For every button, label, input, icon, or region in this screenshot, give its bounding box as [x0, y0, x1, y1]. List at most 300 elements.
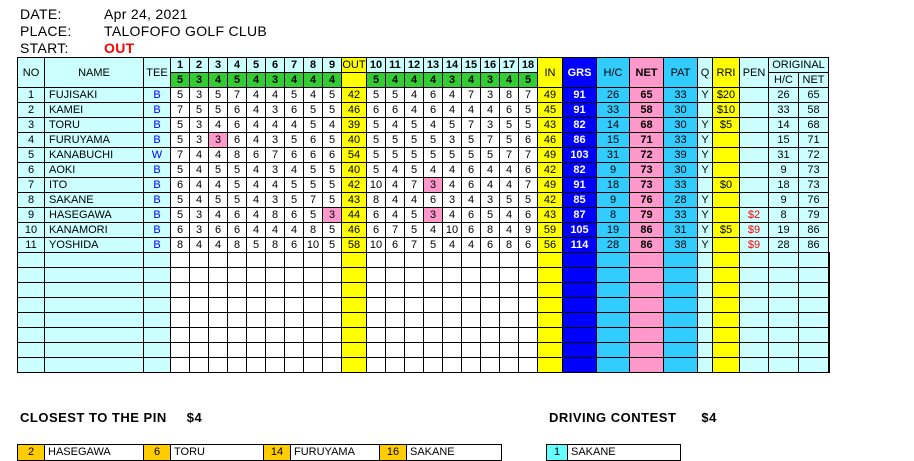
out-total: 54 — [342, 148, 367, 163]
hole-score: 8 — [266, 208, 285, 223]
qualifier — [698, 178, 713, 193]
hole-score: 5 — [190, 103, 209, 118]
empty-cell — [769, 343, 799, 358]
empty-row — [18, 358, 830, 373]
empty-cell — [367, 268, 386, 283]
original-hc: 14 — [769, 118, 799, 133]
closest-winner-box — [379, 444, 502, 461]
empty-cell — [519, 343, 538, 358]
handicap: 31 — [597, 148, 630, 163]
net-score: 86 — [630, 238, 664, 253]
handicap: 14 — [597, 118, 630, 133]
player-no: 3 — [18, 118, 45, 133]
empty-cell — [597, 313, 630, 328]
empty-cell — [799, 328, 829, 343]
empty-cell — [209, 328, 228, 343]
hole-score: 4 — [386, 178, 405, 193]
hole-score: 4 — [285, 118, 304, 133]
empty-cell — [769, 283, 799, 298]
header-cell: PAT — [664, 58, 698, 88]
empty-cell — [18, 298, 45, 313]
gross-score: 85 — [563, 193, 597, 208]
empty-cell — [367, 253, 386, 268]
hole-score: 6 — [519, 238, 538, 253]
hole-score: 7 — [519, 148, 538, 163]
empty-cell — [630, 358, 664, 373]
hole-score: 7 — [405, 238, 424, 253]
hole-score: 4 — [323, 118, 342, 133]
hole-score: 5 — [481, 208, 500, 223]
empty-cell — [597, 328, 630, 343]
hole-score: 5 — [386, 88, 405, 103]
empty-cell — [304, 313, 323, 328]
hole-score: 7 — [386, 223, 405, 238]
hole-score: 6 — [171, 223, 190, 238]
original-hc: 15 — [769, 133, 799, 148]
hole-score: 6 — [519, 208, 538, 223]
empty-cell — [481, 358, 500, 373]
net-score: 73 — [630, 178, 664, 193]
hole-score: 4 — [266, 178, 285, 193]
player-no: 10 — [18, 223, 45, 238]
hole-number: 2 — [18, 445, 45, 460]
hole-score: 5 — [247, 238, 266, 253]
table-row — [18, 148, 830, 163]
header-cell: 4 — [228, 58, 247, 73]
qualifier: Y — [698, 223, 713, 238]
hole-score: 4 — [190, 148, 209, 163]
original-net: 86 — [799, 238, 829, 253]
header-cell: 14 — [443, 58, 462, 73]
hole-score: 6 — [304, 133, 323, 148]
empty-cell — [45, 328, 144, 343]
empty-cell — [481, 253, 500, 268]
hole-score: 5 — [285, 193, 304, 208]
hole-score: 6 — [424, 103, 443, 118]
hole-score: 4 — [209, 238, 228, 253]
hole-score: 4 — [500, 223, 519, 238]
hole-score: 7 — [304, 193, 323, 208]
hole-score: 5 — [209, 193, 228, 208]
empty-cell — [630, 343, 664, 358]
player-name: KANABUCHI — [45, 148, 144, 163]
hole-score: 5 — [386, 133, 405, 148]
original-hc-header: H/C — [769, 73, 799, 88]
player-no: 11 — [18, 238, 45, 253]
empty-cell — [285, 298, 304, 313]
handicap: 18 — [597, 178, 630, 193]
empty-cell — [171, 343, 190, 358]
empty-cell — [740, 358, 769, 373]
rri-amount — [713, 163, 740, 178]
empty-cell — [304, 268, 323, 283]
par-cell: 4 — [247, 73, 266, 88]
empty-cell — [144, 253, 171, 268]
empty-cell — [799, 313, 829, 328]
hole-score: 4 — [424, 163, 443, 178]
empty-cell — [323, 283, 342, 298]
empty-cell — [630, 298, 664, 313]
out-total: 46 — [342, 103, 367, 118]
empty-cell — [171, 253, 190, 268]
date-line — [20, 6, 188, 22]
empty-cell — [386, 253, 405, 268]
player-tee: W — [144, 148, 171, 163]
closest-to-pin-heading — [20, 410, 202, 425]
empty-cell — [630, 253, 664, 268]
empty-cell — [538, 268, 563, 283]
empty-cell — [462, 343, 481, 358]
empty-cell — [769, 313, 799, 328]
net-score: 86 — [630, 223, 664, 238]
empty-cell — [630, 268, 664, 283]
hole-score: 4 — [443, 103, 462, 118]
hole-score: 3 — [190, 223, 209, 238]
hole-score: 5 — [405, 223, 424, 238]
hole-score: 4 — [247, 223, 266, 238]
in-total: 42 — [538, 193, 563, 208]
empty-cell — [405, 283, 424, 298]
hole-score: 6 — [285, 208, 304, 223]
driving-prize: $4 — [701, 410, 717, 425]
hole-score: 4 — [462, 193, 481, 208]
player-name: SAKANE — [45, 193, 144, 208]
in-total: 59 — [538, 223, 563, 238]
empty-cell — [799, 268, 829, 283]
hole-score: 3 — [266, 193, 285, 208]
original-net-header: NET — [799, 73, 829, 88]
empty-cell — [829, 328, 830, 343]
hole-score: 4 — [424, 223, 443, 238]
header-cell-original: ORIGINAL — [769, 58, 829, 73]
hole-score: 5 — [424, 148, 443, 163]
scorecard-table — [17, 57, 830, 373]
empty-cell — [538, 283, 563, 298]
empty-cell — [563, 253, 597, 268]
out-total: 42 — [342, 178, 367, 193]
empty-cell — [18, 268, 45, 283]
empty-cell — [424, 283, 443, 298]
empty-cell — [45, 268, 144, 283]
par-cell: 5 — [228, 73, 247, 88]
gross-score: 86 — [563, 133, 597, 148]
par-cell: 3 — [190, 73, 209, 88]
hole-score: 5 — [323, 193, 342, 208]
hole-score: 5 — [323, 178, 342, 193]
empty-row — [18, 313, 830, 328]
empty-cell — [799, 283, 829, 298]
qualifier: Y — [698, 133, 713, 148]
qualifier: Y — [698, 88, 713, 103]
empty-cell — [519, 268, 538, 283]
original-net: 58 — [799, 103, 829, 118]
player-name: HASEGAWA — [45, 208, 144, 223]
header-cell: 10 — [367, 58, 386, 73]
empty-cell — [630, 283, 664, 298]
empty-cell — [664, 328, 698, 343]
empty-cell — [713, 268, 740, 283]
empty-cell — [597, 253, 630, 268]
hole-score: 5 — [304, 208, 323, 223]
empty-cell — [538, 358, 563, 373]
hole-score: 4 — [500, 163, 519, 178]
winner-name: HASEGAWA — [45, 445, 111, 460]
hole-score: 3 — [190, 208, 209, 223]
hole-score: 3 — [424, 178, 443, 193]
gross-score: 105 — [563, 223, 597, 238]
player-no: 5 — [18, 148, 45, 163]
hole-score: 6 — [519, 133, 538, 148]
header-cell: 9 — [323, 58, 342, 73]
empty-cell — [171, 268, 190, 283]
hole-score: 4 — [190, 178, 209, 193]
handicap: 26 — [597, 88, 630, 103]
gross-score: 82 — [563, 118, 597, 133]
hole-score: 5 — [171, 118, 190, 133]
empty-cell — [342, 313, 367, 328]
hole-score: 5 — [209, 88, 228, 103]
rri-amount — [713, 133, 740, 148]
empty-cell — [304, 328, 323, 343]
hole-score: 5 — [285, 88, 304, 103]
hole-score: 7 — [405, 178, 424, 193]
empty-cell — [740, 328, 769, 343]
empty-cell — [698, 268, 713, 283]
hole-score: 7 — [462, 118, 481, 133]
hole-score: 6 — [247, 148, 266, 163]
hole-score: 4 — [247, 133, 266, 148]
hole-score: 4 — [462, 238, 481, 253]
table-row — [18, 133, 830, 148]
hole-score: 6 — [386, 103, 405, 118]
empty-cell — [144, 298, 171, 313]
player-tee: B — [144, 118, 171, 133]
hole-score: 5 — [228, 193, 247, 208]
hole-score: 10 — [304, 238, 323, 253]
empty-cell — [664, 358, 698, 373]
par-cell: 3 — [481, 73, 500, 88]
empty-cell — [698, 298, 713, 313]
empty-cell — [367, 283, 386, 298]
empty-cell — [386, 283, 405, 298]
hole-score: 6 — [228, 103, 247, 118]
net-score: 76 — [630, 193, 664, 208]
empty-cell — [500, 358, 519, 373]
hole-score: 5 — [424, 133, 443, 148]
empty-cell — [144, 343, 171, 358]
empty-cell — [829, 313, 830, 328]
empty-row — [18, 268, 830, 283]
empty-cell — [538, 343, 563, 358]
empty-cell — [285, 358, 304, 373]
empty-cell — [563, 268, 597, 283]
place-label: PLACE: — [20, 23, 72, 39]
empty-cell — [367, 343, 386, 358]
empty-cell — [342, 343, 367, 358]
empty-cell — [630, 313, 664, 328]
empty-cell — [597, 343, 630, 358]
empty-cell — [247, 283, 266, 298]
header-cell: Q — [698, 58, 713, 88]
driving-label: DRIVING CONTEST — [549, 410, 677, 425]
rri-amount — [713, 238, 740, 253]
hole-score: 3 — [481, 88, 500, 103]
empty-cell — [367, 328, 386, 343]
empty-cell — [405, 268, 424, 283]
closest-winner-box — [143, 444, 265, 461]
empty-cell — [538, 328, 563, 343]
empty-cell — [424, 358, 443, 373]
empty-cell — [45, 358, 144, 373]
hole-score: 5 — [367, 133, 386, 148]
original-net: 79 — [799, 208, 829, 223]
closest-label: CLOSEST TO THE PIN — [20, 410, 167, 425]
rri-amount: $5 — [713, 223, 740, 238]
date-value: Apr 24, 2021 — [104, 6, 188, 22]
empty-cell — [18, 358, 45, 373]
header-cell: GRS — [563, 58, 597, 88]
empty-cell — [664, 253, 698, 268]
hole-score: 4 — [285, 223, 304, 238]
empty-cell — [538, 298, 563, 313]
hole-score: 4 — [386, 208, 405, 223]
header-cell: IN — [538, 58, 563, 88]
hole-score: 5 — [171, 133, 190, 148]
hole-score: 5 — [424, 238, 443, 253]
place-line — [20, 23, 267, 39]
empty-cell — [462, 268, 481, 283]
player-tee: B — [144, 208, 171, 223]
player-name: FURUYAMA — [45, 133, 144, 148]
empty-cell — [209, 343, 228, 358]
empty-cell — [713, 313, 740, 328]
hole-score: 4 — [443, 238, 462, 253]
player-name: AOKI — [45, 163, 144, 178]
empty-cell — [462, 298, 481, 313]
empty-cell — [247, 343, 266, 358]
hole-score: 3 — [424, 208, 443, 223]
hole-score: 7 — [519, 88, 538, 103]
empty-cell — [386, 268, 405, 283]
par-cell: 5 — [367, 73, 386, 88]
empty-cell — [247, 328, 266, 343]
empty-cell — [538, 253, 563, 268]
empty-cell — [285, 283, 304, 298]
hole-score: 7 — [462, 88, 481, 103]
player-tee: B — [144, 193, 171, 208]
empty-cell — [443, 283, 462, 298]
empty-cell — [769, 253, 799, 268]
penalty — [740, 103, 769, 118]
hole-score: 5 — [405, 163, 424, 178]
empty-cell — [266, 253, 285, 268]
putts: 30 — [664, 118, 698, 133]
empty-row — [18, 283, 830, 298]
rri-amount — [713, 148, 740, 163]
hole-score: 8 — [266, 238, 285, 253]
empty-cell — [45, 253, 144, 268]
empty-cell — [443, 328, 462, 343]
empty-cell — [519, 328, 538, 343]
closest-winner-box — [17, 444, 145, 461]
gross-score: 91 — [563, 103, 597, 118]
empty-cell — [500, 268, 519, 283]
empty-cell — [45, 343, 144, 358]
empty-cell — [144, 358, 171, 373]
hole-score: 6 — [519, 163, 538, 178]
empty-cell — [304, 283, 323, 298]
hole-score: 4 — [209, 148, 228, 163]
empty-cell — [342, 358, 367, 373]
hole-score: 5 — [171, 88, 190, 103]
header-cell: H/C — [597, 58, 630, 88]
empty-cell — [45, 298, 144, 313]
empty-cell — [519, 253, 538, 268]
player-tee: B — [144, 163, 171, 178]
empty-cell — [563, 358, 597, 373]
hole-score: 4 — [405, 88, 424, 103]
empty-cell — [829, 253, 830, 268]
penalty: $9 — [740, 223, 769, 238]
net-score: 58 — [630, 103, 664, 118]
empty-cell — [386, 343, 405, 358]
empty-cell — [713, 358, 740, 373]
empty-cell — [228, 328, 247, 343]
hole-score: 5 — [171, 208, 190, 223]
putts: 28 — [664, 193, 698, 208]
hole-score: 7 — [500, 148, 519, 163]
putts: 31 — [664, 223, 698, 238]
hole-score: 4 — [481, 163, 500, 178]
winner-name: SAKANE — [568, 445, 616, 460]
hole-score: 4 — [405, 193, 424, 208]
empty-cell — [367, 358, 386, 373]
empty-cell — [769, 268, 799, 283]
hole-score: 3 — [323, 208, 342, 223]
handicap: 9 — [597, 163, 630, 178]
original-net: 68 — [799, 118, 829, 133]
empty-cell — [171, 313, 190, 328]
putts: 33 — [664, 178, 698, 193]
handicap: 8 — [597, 208, 630, 223]
putts: 33 — [664, 208, 698, 223]
hole-score: 6 — [304, 148, 323, 163]
hole-score: 6 — [462, 163, 481, 178]
header-cell: 1 — [171, 58, 190, 73]
hole-score: 4 — [386, 193, 405, 208]
empty-cell — [462, 358, 481, 373]
empty-cell — [443, 343, 462, 358]
player-tee: B — [144, 238, 171, 253]
hole-score: 5 — [519, 193, 538, 208]
hole-score: 7 — [171, 148, 190, 163]
hole-score: 5 — [519, 118, 538, 133]
hole-score: 10 — [367, 238, 386, 253]
empty-cell — [247, 298, 266, 313]
rri-amount — [713, 193, 740, 208]
penalty — [740, 148, 769, 163]
empty-cell — [424, 268, 443, 283]
empty-cell — [323, 298, 342, 313]
penalty — [740, 178, 769, 193]
original-hc: 33 — [769, 103, 799, 118]
empty-cell — [209, 268, 228, 283]
empty-cell — [740, 268, 769, 283]
out-total: 40 — [342, 133, 367, 148]
in-total: 49 — [538, 88, 563, 103]
player-no: 1 — [18, 88, 45, 103]
empty-cell — [304, 343, 323, 358]
